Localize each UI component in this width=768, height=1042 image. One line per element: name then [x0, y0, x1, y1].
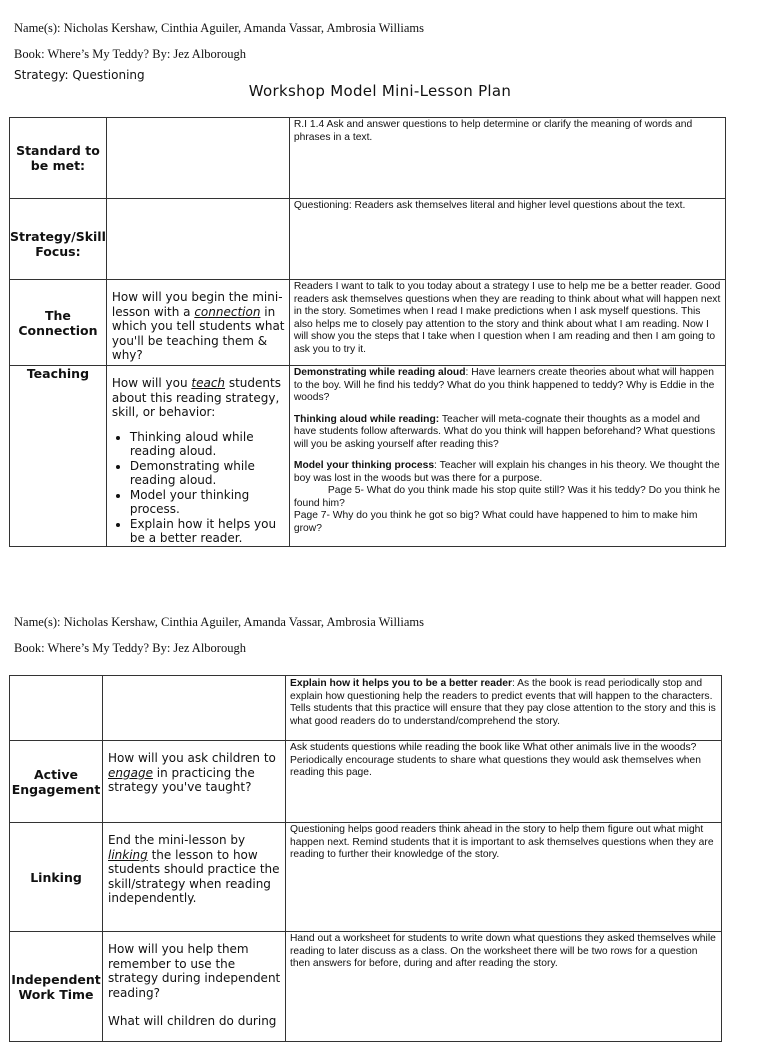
page-question: Page 5- What do you think made his stop quite still? Was it his teddy? Do you think he found him? — [293, 485, 721, 509]
prompt-cell — [103, 823, 286, 932]
list-item: • Thinking aloud while reading aloud. — [130, 430, 285, 459]
prompt-keyword: connection — [194, 304, 261, 319]
prompt-text: How will you begin the mini-lesson with a — [111, 290, 283, 319]
book-line: Book: Where’s My Teddy? By: Jez Alborough — [14, 47, 246, 61]
list-item: • Explain how it helps you be a better reader. — [130, 517, 285, 546]
row-active-engagement — [10, 741, 722, 823]
row-label: Strategy/Skill Focus: — [10, 199, 107, 280]
row-explain — [10, 676, 722, 741]
prompt-text: in practicing the strategy you've taught? — [108, 765, 255, 794]
row-label: The Connection — [10, 280, 107, 366]
list-item: • Model your thinking process. — [130, 488, 285, 517]
lesson-plan-table-2 — [9, 675, 722, 1042]
response-cell: R.I 1.4 Ask and answer questions to help determine or clarify the meaning of words and phrases in a text. — [289, 118, 725, 199]
prompt-text: the lesson to how students should practice the skill/strategy when reading independently. — [108, 847, 280, 905]
response-cell: Readers I want to talk to you today about a strategy I use to help me be a better reader. Good readers ask themselves questions when they are reading to think about what will happen next in the story. Sometimes when I read I make predictions when I ask myself questions. This also helps me to closely pay attention to the story and think about what I am reading. Now I will show you the steps that I take when I question when I am reading and then I am going to ask you to try it. — [289, 280, 725, 366]
lesson-plan-table-1 — [9, 117, 726, 547]
response-cell: Hand out a worksheet for students to write down what questions they asked themselves while reading to later discuss as a class. On the worksheet there will be two rows for a question then answers for before, during and after reading the story. — [286, 932, 722, 1042]
section-heading: Model your thinking process — [293, 460, 435, 471]
response-cell — [286, 676, 722, 741]
prompt-text: How will you — [111, 376, 192, 390]
row-independent-work — [10, 932, 722, 1042]
prompt-cell — [103, 741, 286, 823]
page-question: Page 7- Why do you think he got so big? What could have happened to him to make him grow? — [293, 510, 698, 534]
row-label: Linking — [10, 823, 103, 932]
response-cell: Questioning: Readers ask themselves literal and higher level questions about the text. — [289, 199, 725, 280]
row-label: Standard to be met: — [10, 118, 107, 199]
prompt-keyword: teach — [191, 376, 226, 390]
response-cell — [289, 366, 725, 547]
names-line: Name(s): Nicholas Kershaw, Cinthia Aguiler, Amanda Vassar, Ambrosia Williams — [14, 21, 424, 35]
row-teaching — [10, 366, 726, 547]
row-label: Independent Work Time — [10, 932, 103, 1042]
prompt-cell — [103, 932, 286, 1042]
prompt-text: What will children do during — [108, 1014, 277, 1028]
prompt-text: How will you ask children to — [108, 751, 276, 765]
section-text: : Have learners create theories about what will happen to the boy. Will he find his teddy? What do you think happened to teddy? Why is Eddie in the woods? — [293, 367, 715, 403]
section-heading: Thinking aloud while reading: — [293, 413, 440, 425]
section-heading: Demonstrating while reading aloud — [293, 367, 466, 378]
row-label: Active Engagement — [10, 741, 103, 823]
row-strategy — [10, 199, 726, 280]
response-cell: Ask students questions while reading the book like What other animals live in the woods? Periodically encourage students to share what questions they would ask themselves when reading this page. — [286, 741, 722, 823]
prompt-cell-empty — [103, 676, 286, 741]
page-title: Workshop Model Mini-Lesson Plan — [248, 82, 512, 100]
row-label: Teaching — [10, 366, 107, 547]
names-line: Name(s): Nicholas Kershaw, Cinthia Aguiler, Amanda Vassar, Ambrosia Williams — [14, 615, 424, 629]
section-text: Teacher will meta-cognate their thoughts as a model and have students follow afterwards. What do you think will happen beforehand? What questions will you be asking yourself after reading this? — [293, 413, 716, 450]
prompt-keyword: linking — [108, 847, 148, 862]
list-item: • Demonstrating while reading aloud. — [130, 459, 285, 488]
prompt-cell-empty — [106, 199, 289, 280]
response-cell: Questioning helps good readers think ahead in the story to help them figure out what might happen next. Remind students that it is important to ask themselves questions when they are reading to further their knowledge of the story. — [286, 823, 722, 932]
label-cell-empty — [10, 676, 103, 741]
prompt-text: students about this reading strategy, skill, or behavior: — [111, 376, 281, 419]
book-line: Book: Where’s My Teddy? By: Jez Alborough — [14, 641, 246, 655]
prompt-cell — [106, 280, 289, 366]
prompt-cell — [106, 366, 289, 547]
prompt-text: How will you help them remember to use the strategy during independent reading? — [108, 942, 281, 1000]
section-heading: Explain how it helps you to be a better reader — [290, 678, 513, 689]
teaching-bullets — [112, 430, 285, 546]
section-text: : As the book is read periodically stop and explain how questioning help the readers to predict events that will happen to the characters. Tells students that this practice will ensure that they pay close attention to the story and this is what good readers do to understand/comprehend the story. — [290, 678, 716, 727]
row-connection — [10, 280, 726, 366]
prompt-text: in which you tell students what you'll be teaching them & why? — [111, 304, 285, 362]
prompt-cell-empty — [106, 118, 289, 199]
row-standard — [10, 118, 726, 199]
row-linking — [10, 823, 722, 932]
prompt-text: End the mini-lesson by — [108, 833, 246, 847]
section-text: : Teacher will explain his changes in his theory. We thought the boy was lost in the woods but was there for a purpose. — [293, 460, 720, 484]
strategy-line: Strategy: Questioning — [14, 68, 145, 82]
prompt-keyword: engage — [108, 765, 153, 780]
